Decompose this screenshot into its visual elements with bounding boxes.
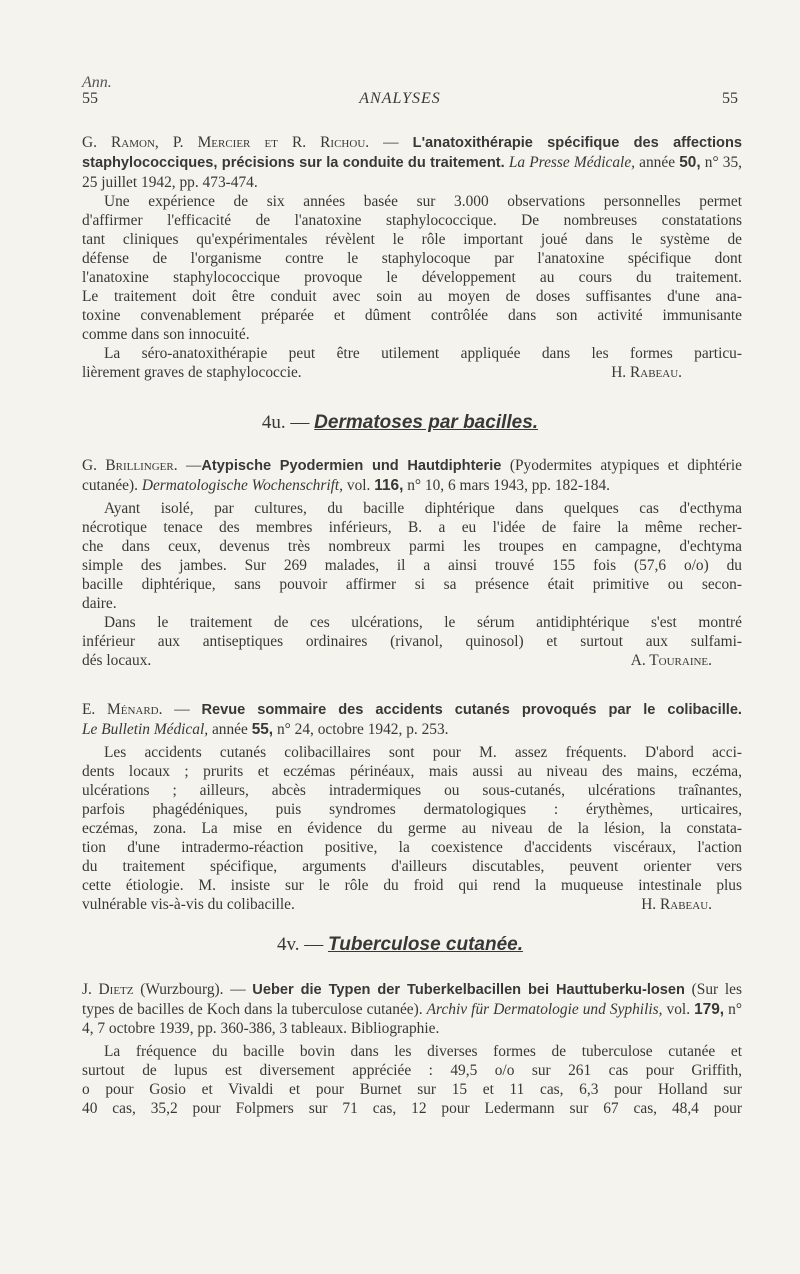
volume: 55, — [251, 721, 274, 738]
entry-body: Une expérience de six années basée sur 3.000 observations personnelles permet d'affirmer l'efficacité de l'anatoxine staphylococcique. De nombreuses constatations tant cliniques qu'expérimentales révèlent le rôle important joué dans le système de défense de l'organisme contre le staphylocoque par l'anatoxine spécifique dont l'anatoxine staphylococcique provoque le développement au cours du traitement. Le traitement doit être conduit avec soin au moyen de doses suffisantes d'une ana- toxine convenablement préparée et dûment contrôlée dans son activité immunisante comme dans son innocuité. La séro-anatoxithérapie peut être utilement appliquée dans les formes particu- lièrement graves de staphylococcie. H. Rabeau. — [82, 193, 742, 381]
entry-dietz — [82, 980, 742, 1118]
section-heading-4v: 4v. — Tuberculose cutanée. — [276, 934, 524, 955]
page-number-right: 55 — [722, 90, 738, 107]
running-title: ANALYSES — [359, 90, 441, 107]
signature: H. Rabeau. — [641, 896, 712, 913]
entry-citation: G. Brillinger. —Atypische Pyodermien und Hautdiphterie (Pyodermites atypiques et diphtérie cutanée). Dermatologische Wochenschrift, vol. 116, n° 10, 6 mars 1943, pp. 182-184. — [82, 457, 743, 494]
entry-authors: E. Ménard. — [82, 701, 163, 718]
volume: 179, — [694, 1001, 725, 1018]
entry-ramon — [82, 133, 742, 382]
entry-citation: G. Ramon, P. Mercier et R. Richou. — L'anatoxithérapie spécifique des affections staphylococciques, précisions sur la conduite du traitement. La Presse Médicale, année 50, n° 35, 25 juillet 1942, pp. 473-474. — [82, 134, 742, 191]
entry-citation: E. Ménard. — Revue sommaire des accidents cutanés provoqués par le colibacille. Le Bulletin Médical, année 55, n° 24, octobre 1942, p. 253. — [82, 701, 742, 738]
entry-body: Les accidents cutanés colibacillaires sont pour M. assez fréquents. D'abord acci- dents locaux ; prurits et eczémas périnéaux, mais aussi au niveau des mains, eczéma, ulcérations ; ailleurs, abcès intradermiques ou sous-cutanés, ulcérations traînantes, parfois phagédéniques, puis syndromes dermatologiques : érythèmes, urticaires, eczémas, zona. La mise en évidence du germe au niveau de la lésion, la constata- tion d'une intradermo-réaction positive, la coexistence d'accidents viscéraux, l'action du traitement spécifique, arguments d'ailleurs discutables, peuvent orienter vers cette étiologie. M. insiste sur le rôle du froid qui rend la muqueuse intestinale plus vulnérable vis-à-vis du colibacille. H. Rabeau. — [82, 744, 742, 913]
journal-name: Archiv für Dermatologie und Syphilis, — [426, 1001, 663, 1018]
entry-citation: J. Dietz (Wurzbourg). — Ueber die Typen der Tuberkelbacillen bei Hauttuberku-losen (Sur les types de bacilles de Koch dans la tuberculose cutanée). Archiv für Dermatologie und Syphilis, vol. 179, n° 4, 7 octobre 1939, pp. 360-386, 3 tableaux. Bibliographie. — [82, 981, 742, 1037]
journal-name: Dermatologische Wochenschrift, — [141, 477, 344, 494]
entry-title: Ueber die Typen der Tuberkelbacillen bei Hauttuberku-losen — [252, 982, 685, 998]
journal-name: Le Bulletin Médical, — [82, 721, 209, 738]
entry-authors: G. Ramon, P. Mercier et R. Richou. — [82, 134, 370, 151]
entry-authors: J. Dietz — [82, 981, 134, 998]
section-title: Tuberculose cutanée. — [328, 934, 524, 955]
entry-body: La fréquence du bacille bovin dans les diverses formes de tuberculose cutanée et surtout de lupus est diversement appréciée : 49,5 o/o sur 261 cas pour Griffith, o pour Gosio et Vivaldi et pour Burnet sur 15 et 11 cas, 6,3 pour Holland sur 40 cas, 35,2 pour Folpmers sur 71 cas, 12 pour Ledermann sur 67 cas, 48,4 pour — [82, 1043, 742, 1117]
entry-authors: G. Brillinger. — [82, 457, 178, 474]
entry-body: Ayant isolé, par cultures, du bacille diphtérique dans quelques cas d'ecthyma nécrotique tenace des membres inférieurs, B. a eu l'idée de faire la même recher- che dans ceux, devenus très nombreux parmi les troupes en campagne, d'echtyma simple des jambes. Sur 269 malades, il a ainsi trouvé 155 fois (57,6 o/o) du bacille diphtérique, sans pouvoir affirmer si sa présence était primitive ou secon- daire. Dans le traitement de ces ulcérations, le sérum antidiphtérique s'est montré inférieur aux antiseptiques ordinaires (rivanol, quinosol) et surtout aux sulfami- dés locaux. A. Touraine. — [82, 500, 742, 669]
section-heading-4u: 4u. — Dermatoses par bacilles. — [261, 412, 539, 433]
volume: 50, — [679, 154, 701, 171]
entry-title: Atypische Pyodermien und Hautdiphterie — [201, 458, 502, 474]
journal-name: La Presse Médicale, — [508, 154, 635, 171]
volume: 116, — [374, 477, 404, 494]
entry-title: Revue sommaire des accidents cutanés provoqués par le colibacille. — [201, 702, 742, 718]
entry-menard — [82, 700, 742, 914]
entry-title: L'anatoxithérapie spécifique des affections staphylococciques, précisions sur la conduite du traitement. — [82, 135, 742, 171]
signature: A. Touraine. — [630, 652, 712, 669]
page-number-left: 55 — [82, 90, 98, 107]
entry-brillinger — [82, 456, 742, 670]
section-title: Dermatoses par bacilles. — [314, 412, 539, 433]
page-annotation: Ann. — [82, 74, 112, 91]
signature: H. Rabeau. — [611, 364, 682, 381]
